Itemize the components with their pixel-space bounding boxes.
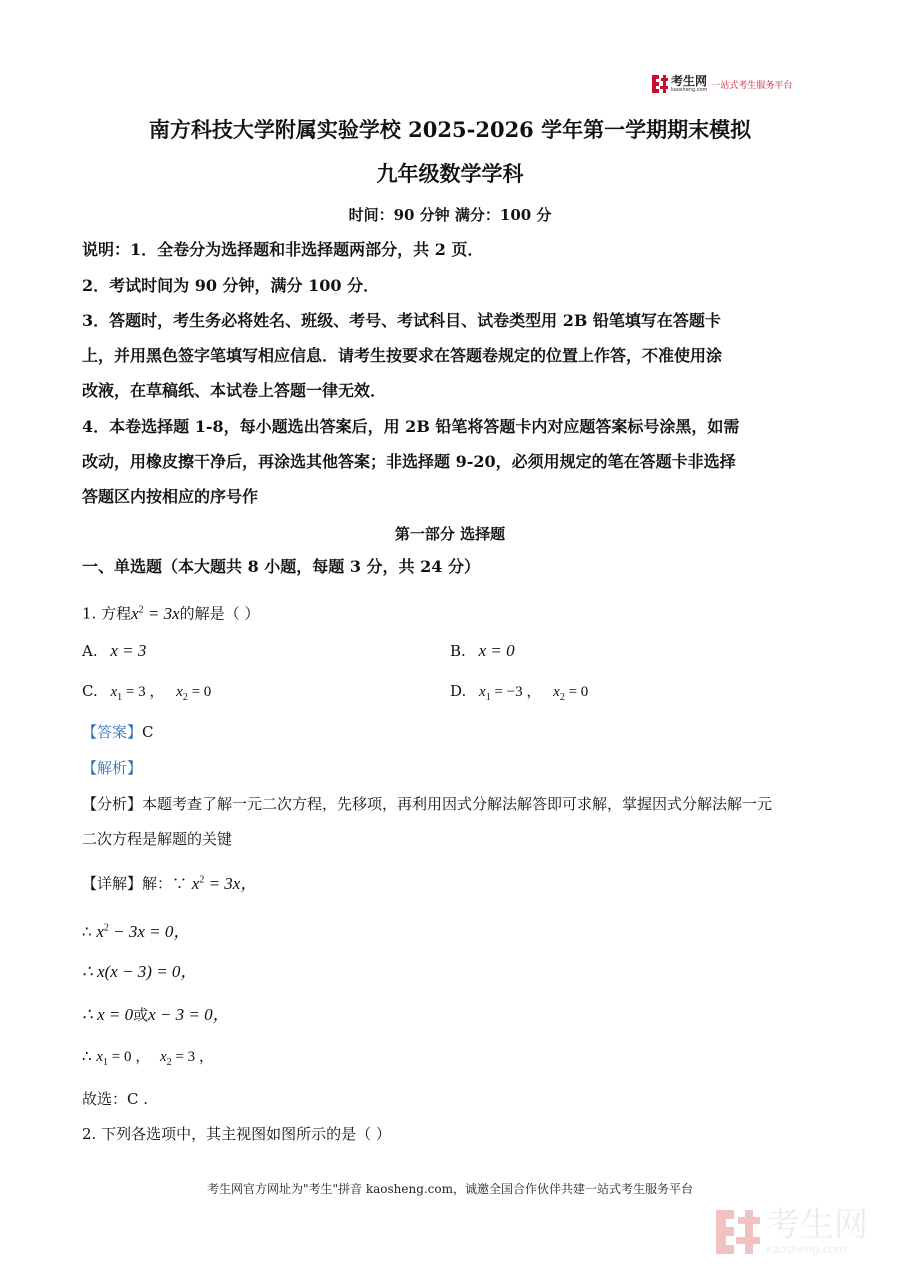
q1-option-b[interactable] — [450, 641, 810, 661]
watermark — [716, 1207, 868, 1256]
fenxi-line-2: 二次方程是解题的关键 — [82, 830, 233, 848]
exam-title: 南方科技大学附属实验学校 2025-2026 学年第一学期期末模拟 — [148, 117, 752, 142]
logo-icon — [652, 75, 668, 93]
q1-option-c-x1-val: = 3 ， — [122, 684, 165, 700]
logo-sub: kaosheng.com — [671, 87, 708, 93]
q1-option-b-label: B. — [450, 642, 466, 660]
step-3-post: x − 3 = 0， — [148, 1005, 230, 1024]
watermark-sub: kaosheng.com — [766, 1243, 847, 1256]
q1-option-c-x1-sub: 1 — [117, 692, 123, 703]
header-logo[interactable] — [652, 74, 792, 94]
q1-option-d-x2: x — [553, 684, 560, 700]
detail-exp: 2 — [199, 874, 205, 885]
exam-subtitle: 九年级数学学科 — [376, 161, 524, 186]
answer-tag: 【答案】 — [82, 723, 143, 741]
answer-value: C — [142, 723, 154, 741]
q1-eq-right: = 3x — [143, 603, 180, 623]
step-1-x: x — [96, 921, 104, 941]
section-heading: 一、单选题（本大题共 8 小题，每题 3 分，共 24 分） — [82, 557, 480, 576]
step-4-x2-sub: 2 — [166, 1057, 172, 1068]
q1-option-d-x1: x — [479, 684, 486, 700]
q1-option-d-x2-val: = 0 — [564, 684, 589, 700]
logo-text: 考生网 — [671, 74, 708, 88]
analysis-tag: 【解析】 — [82, 759, 143, 777]
step-4-x1-sub: 1 — [102, 1057, 108, 1068]
step-3 — [82, 1005, 818, 1025]
step-4-x1-val: = 0 ， — [107, 1049, 151, 1065]
q1-stem-post: 的解是（ ） — [179, 604, 260, 623]
watermark-logo-icon — [716, 1210, 760, 1254]
q1-option-a-label: A. — [82, 642, 98, 660]
q1-eq-x: x — [131, 603, 139, 623]
q1-option-c-x1: x — [110, 684, 118, 700]
q1-answer — [82, 722, 818, 742]
q1-eq-exp: 2 — [138, 604, 144, 615]
step-3-mid: 或 — [133, 1006, 149, 1024]
q1-option-d-x1-val: = −3 ， — [490, 684, 542, 700]
instruction-line-4: 上，并用黑色签字笔填写相应信息．请考生按要求在答题卷规定的位置上作答，不准使用涂 — [82, 346, 723, 365]
step-3-pre: ∴ x = 0 — [82, 1005, 134, 1024]
step-2 — [82, 962, 818, 982]
q1-option-d[interactable] — [450, 681, 810, 708]
q1-stem — [82, 600, 818, 624]
exam-time-info: 时间：90 分钟 满分：100 分 — [348, 206, 552, 224]
instruction-line-2: 2．考试时间为 90 分钟，满分 100 分． — [82, 276, 380, 295]
watermark-text: 考生网 — [766, 1205, 868, 1245]
q1-option-a-value: x = 3 — [110, 641, 147, 660]
detail-rest: = 3x， — [204, 873, 258, 893]
q1-option-c-x2-sub: 2 — [182, 692, 188, 703]
step-1-pre: ∴ — [82, 922, 97, 941]
footer-text[interactable]: 考生网官方网址为"考生"拼音 kaosheng.com，诚邀全国合作伙伴共建一站式考生服务平台 — [206, 1182, 694, 1196]
q1-option-d-x2-sub: 2 — [559, 692, 565, 703]
instruction-line-7: 改动，用橡皮擦干净后，再涂选其他答案；非选择题 9-20，必须用规定的笔在答题卡非选择 — [82, 452, 736, 471]
q1-option-d-x1-sub: 1 — [485, 692, 491, 703]
part-title: 第一部分 选择题 — [394, 525, 506, 543]
instruction-line-8: 答题区内按相应的序号作 — [82, 487, 259, 506]
instruction-line-5: 改液，在草稿纸、本试卷上答题一律无效． — [82, 381, 387, 400]
step-2-text: ∴ x(x − 3) = 0， — [82, 962, 198, 981]
instruction-line-1: 说明：1．全卷分为选择题和非选择题两部分，共 2 页． — [82, 240, 484, 259]
step-4 — [82, 1046, 818, 1073]
step-4-pre: ∴ — [82, 1047, 97, 1065]
q1-stem-pre: 1. 方程 — [82, 604, 132, 623]
q2-stem: 2. 下列各选项中，其主视图如图所示的是（ ） — [82, 1125, 391, 1143]
step-4-x2: x — [159, 1049, 167, 1065]
conclusion: 故选：C . — [82, 1090, 149, 1108]
q1-option-c-x2: x — [176, 684, 183, 700]
step-1-rest: − 3x = 0， — [108, 921, 191, 941]
q1-option-c-label: C. — [82, 682, 98, 700]
q1-option-c-x2-val: = 0 — [187, 684, 212, 700]
step-1-exp: 2 — [103, 922, 109, 933]
detail-pre: 【详解】解：∵ — [82, 874, 192, 893]
logo-slogan: 一站式考生服务平台 — [711, 80, 793, 91]
instruction-line-6: 4．本卷选择题 1-8，每小题选出答案后，用 2B 铅笔将答题卡内对应题答案标号涂黑，如需 — [82, 417, 740, 436]
detail-x: x — [191, 873, 200, 893]
instruction-line-3: 3．答题时，考生务必将姓名、班级、考号、考试科目、试卷类型用 2B 铅笔填写在答题卡 — [82, 311, 721, 330]
step-4-x1: x — [96, 1049, 103, 1065]
step-1 — [82, 918, 818, 942]
fenxi-line-1: 【分析】本题考查了解一元二次方程，先移项，再利用因式分解法解答即可求解，掌握因式分解法解一元 — [82, 795, 773, 813]
q1-option-d-label: D. — [450, 682, 467, 700]
step-4-x2-val: = 3 ， — [171, 1049, 214, 1065]
q1-option-b-value: x = 0 — [478, 641, 515, 660]
detail-line — [82, 870, 818, 894]
